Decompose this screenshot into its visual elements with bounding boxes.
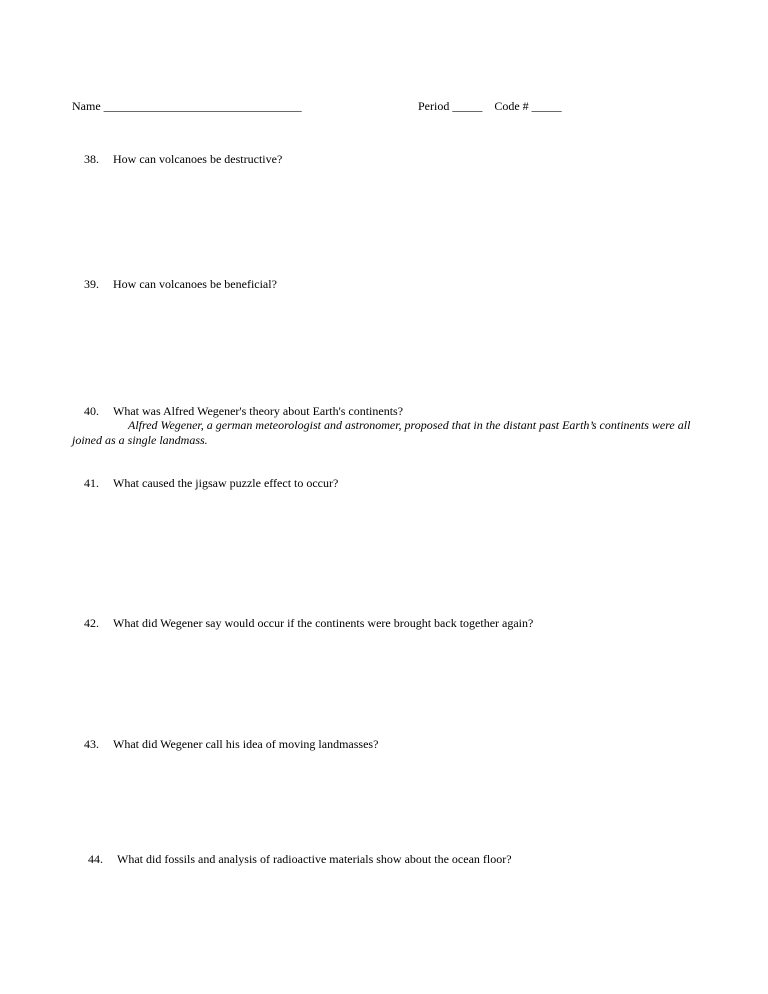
question-41 — [72, 461, 338, 506]
question-42 — [72, 601, 533, 646]
question-text: What did fossils and analysis of radioactive materials show about the ocean floor? — [117, 852, 512, 866]
question-39 — [72, 262, 277, 307]
question-43 — [72, 722, 378, 767]
answer-40-text: Alfred Wegener, a german meteorologist and astronomer, proposed that in the distant past Earth’s continents were all joined as a single landmass. — [72, 418, 691, 447]
question-number: 38. — [84, 152, 99, 166]
name-field-label: Name _________________________________ — [72, 99, 302, 113]
question-text: What did Wegener say would occur if the continents were brought back together again? — [113, 616, 534, 630]
question-number: 42. — [84, 616, 99, 630]
question-44 — [76, 837, 512, 882]
question-text: How can volcanoes be beneficial? — [113, 277, 277, 291]
question-38 — [72, 137, 282, 182]
question-number: 44. — [88, 852, 103, 866]
question-number: 43. — [84, 737, 99, 751]
question-text: What caused the jigsaw puzzle effect to occur? — [113, 476, 339, 490]
question-text: What was Alfred Wegener's theory about Earth's continents? — [113, 404, 404, 418]
period-code-label: Period _____ Code # _____ — [418, 99, 562, 113]
question-number: 41. — [84, 476, 99, 490]
question-number: 39. — [84, 277, 99, 291]
question-text: How can volcanoes be destructive? — [113, 152, 283, 166]
question-number: 40. — [84, 404, 99, 418]
question-text: What did Wegener call his idea of moving landmasses? — [113, 737, 379, 751]
